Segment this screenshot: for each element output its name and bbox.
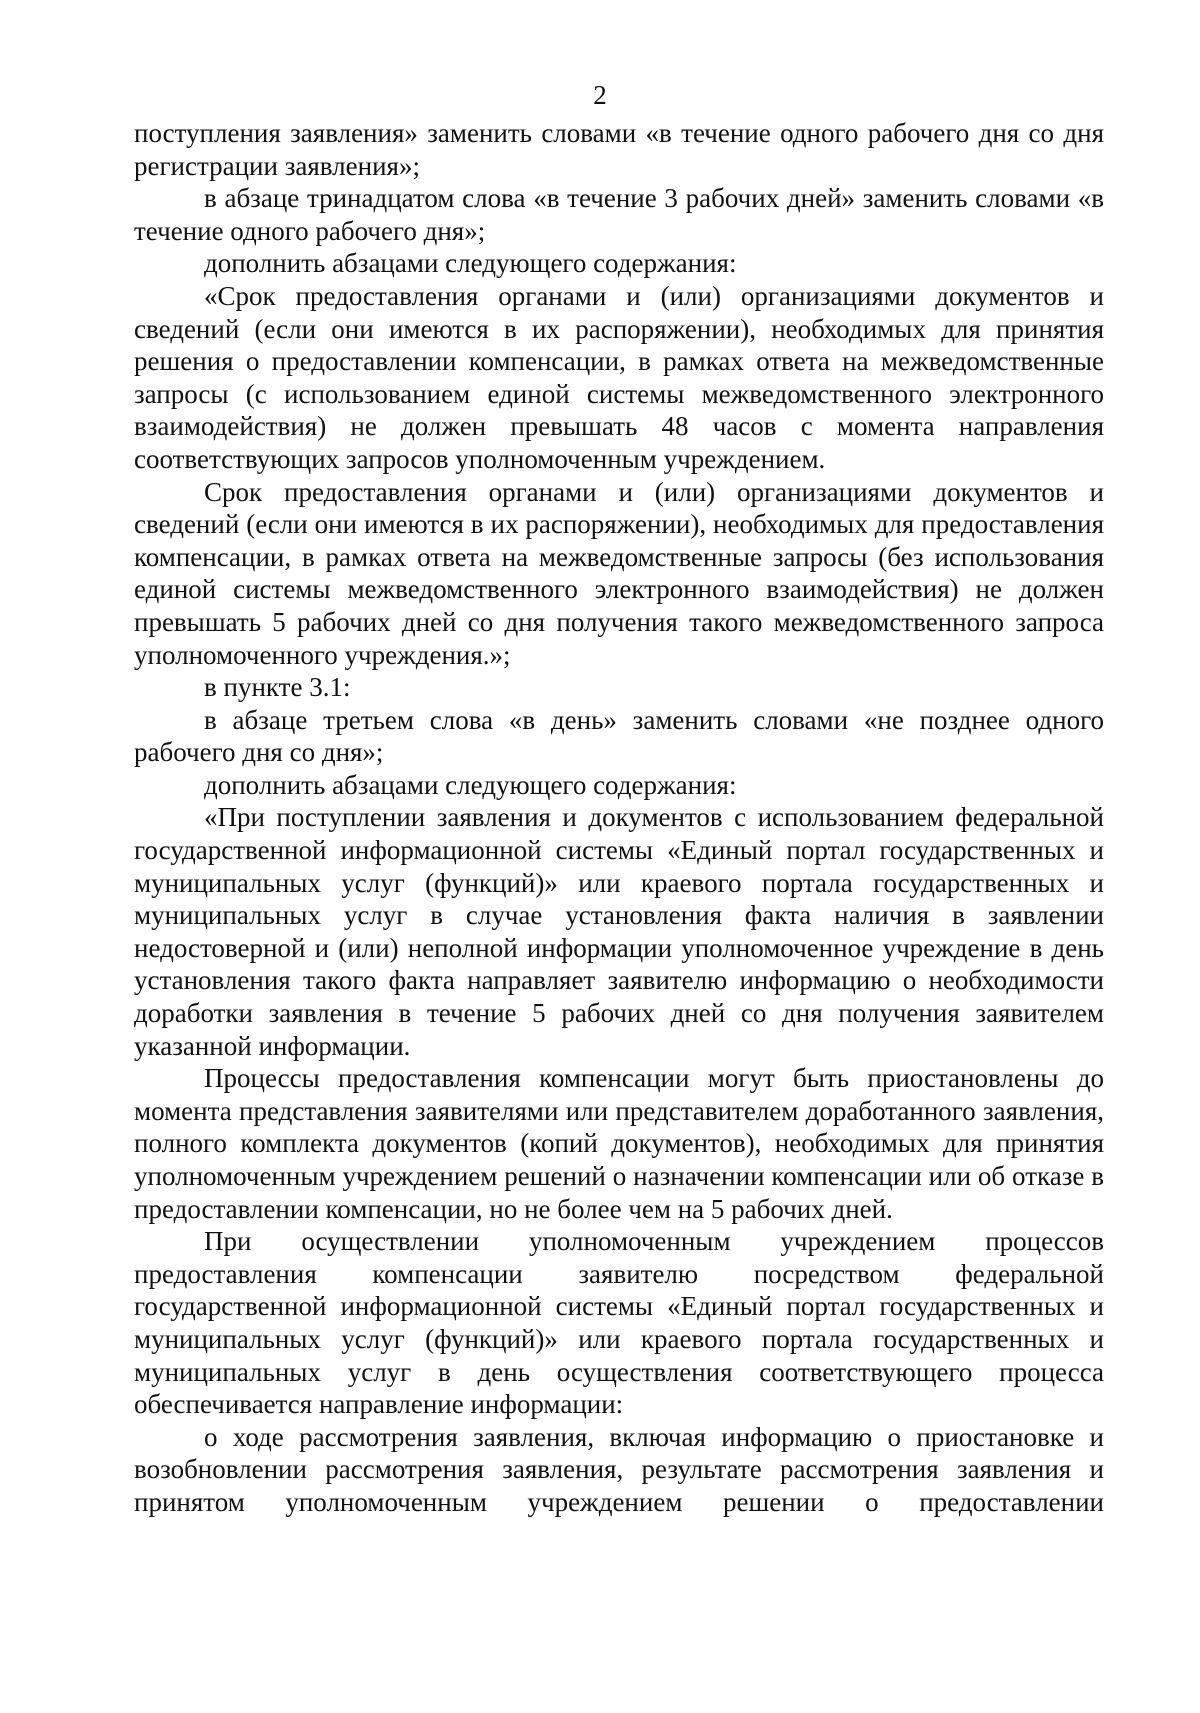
paragraph: поступления заявления» заменить словами «в течение одного рабочего дня со дня регистрации заявления»; bbox=[134, 118, 1104, 181]
paragraph: дополнить абзацами следующего содержания: bbox=[204, 769, 737, 800]
paragraph: Процессы предоставления компенсации могут быть приостановлены до момента представления заявителями или представителем доработанного заявления, полного комплекта документов (копий документов), необходимых для принятия уполномоченным учреждением решений о назначении компенсации или об отказе в предоставлении компенсации, но не более чем на 5 рабочих дней. bbox=[134, 1063, 1104, 1224]
document-body bbox=[134, 117, 1104, 1519]
paragraph: в абзаце третьем слова «в день» заменить словами «не позднее одного рабочего дня со дня»; bbox=[134, 704, 1104, 768]
paragraph: Срок предоставления органами и (или) организациями документов и сведений (если они имеются в их распоряжении), необходимых для предоставления компенсации, в рамках ответа на межведомственные запросы (без использования единой системы межведомственного электронного взаимодействия) не должен превышать 5 рабочих дней со дня получения такого межведомственного запроса уполномоченного учреждения.»; bbox=[134, 476, 1104, 670]
paragraph: При осуществлении уполномоченным учреждением процессов предоставления компенсации заявителю посредством федеральной государственной информационной системы «Единый портал государственных и муниципальных услуг (функций)» или краевого портала государственных и муниципальных услуг в день осуществления соответствующего процесса обеспечивается направление информации: bbox=[134, 1226, 1104, 1420]
paragraph: дополнить абзацами следующего содержания: bbox=[204, 248, 737, 279]
paragraph: в пункте 3.1: bbox=[204, 672, 351, 703]
paragraph: в абзаце тринадцатом слова «в течение 3 рабочих дней» заменить словами «в течение одного рабочего дня»; bbox=[134, 183, 1104, 246]
paragraph: «При поступлении заявления и документов с использованием федеральной государственной информационной системы «Единый портал государственных и муниципальных услуг (функций)» или краевого портала государственных и муниципальных услуг в случае установления факта наличия в заявлении недостоверной и (или) неполной информации уполномоченное учреждение в день установления такого факта направляет заявителю информацию о необходимости доработки заявления в течение 5 рабочих дней со дня получения заявителем указанной информации. bbox=[134, 802, 1104, 1061]
paragraph: «Срок предоставления органами и (или) организациями документов и сведений (если они имеются в их распоряжении), необходимых для принятия решения о предоставлении компенсации, в рамках ответа на межведомственные запросы (с использованием единой системы межведомственного электронного взаимодействия) не должен превышать 48 часов с момента направления соответствующих запросов уполномоченным учреждением. bbox=[134, 280, 1104, 474]
page-number: 2 bbox=[593, 80, 607, 110]
paragraph: о ходе рассмотрения заявления, включая информацию о приостановке и возобновлении рассмотрения заявления, результате рассмотрения заявления и принятом уполномоченным учреждением решении о предоставлении bbox=[134, 1421, 1104, 1517]
